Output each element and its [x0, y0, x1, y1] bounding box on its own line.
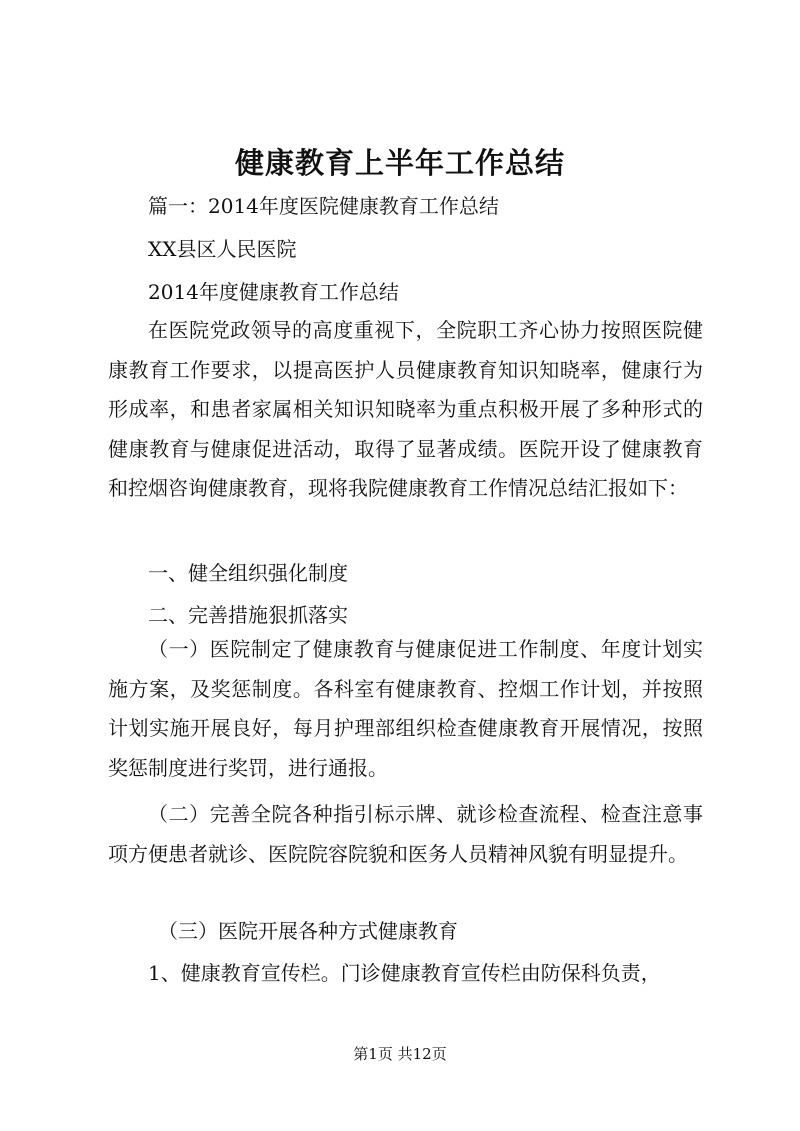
document-subtitle: 篇一：2014年度医院健康教育工作总结	[148, 194, 499, 218]
list-item-1: 1、健康教育宣传栏。门诊健康教育宣传栏由防保科负责，	[148, 961, 661, 985]
section-heading-1: 一、健全组织强化制度	[148, 561, 348, 585]
paragraph-measure-1: （一）医院制定了健康教育与健康促进工作制度、年度计划实施方案，及奖惩制度。各科室有健康教育、控烟工作计划，并按照计划实施开展良好，每月护理部组织检查健康教育开展情况，按照奖惩制度进行奖罚，进行通报。	[108, 637, 703, 780]
section-heading-2: 二、完善措施狠抓落实	[148, 603, 348, 627]
paragraph-measure-2: （二）完善全院各种指引标示牌、就诊检查流程、检查注意事项方便患者就诊、医院院容院貌和医务人员精神风貌有明显提升。	[108, 802, 703, 866]
document-title: 健康教育上半年工作总结	[234, 146, 565, 180]
paragraph-intro: 在医院党政领导的高度重视下，全院职工齐心协力按照医院健康教育工作要求，以提高医护人员健康教育知识知晓率，健康行为形成率，和患者家属相关知识知晓率为重点积极开展了多种形式的健康教育与健康促进活动，取得了显著成绩。医院开设了健康教育和控烟咨询健康教育，现将我院健康教育工作情况总结汇报如下：	[108, 318, 703, 500]
page-footer: 第1页 共12页	[353, 1045, 447, 1063]
organization-name: XX县区人民医院	[148, 237, 297, 261]
section-heading-3: （三）医院开展各种方式健康教育	[158, 919, 458, 943]
report-title: 2014年度健康教育工作总结	[148, 280, 399, 304]
